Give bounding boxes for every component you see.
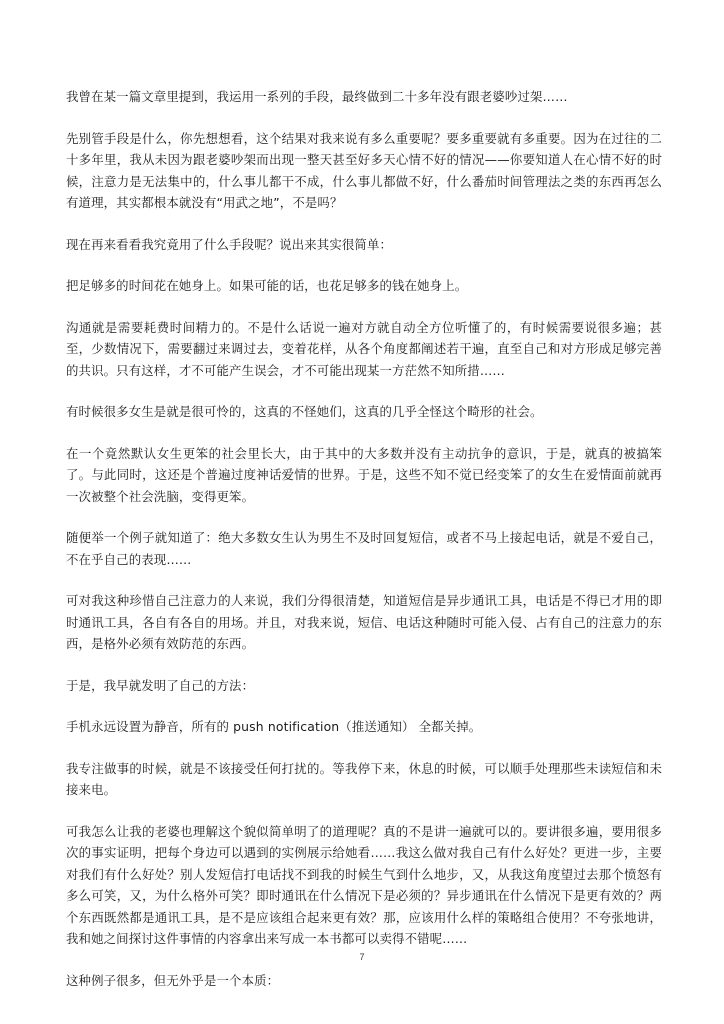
paragraph: 先别管手段是什么，你先想想看，这个结果对我来说有多么重要呢？要多重要就有多重要。因为在过往的二十多年里，我从未因为跟老婆吵架而出现一整天甚至好多天心情不好的情况——你要知道人在心情不好的时候，注意力是无法集中的，什么事儿都干不成，什么事儿都做不好，什么番茄时间管理法之类的东西再怎么有道理，其实都根本就没有“用武之地”，不是吗？ — [66, 130, 662, 210]
paragraph: 随便举一个例子就知道了：绝大多数女生认为男生不及时回复短信，或者不马上接起电话，就是不爱自己，不在乎自己的表现…… — [66, 530, 662, 567]
page-number: 7 — [359, 952, 365, 962]
body-text — [66, 86, 662, 1011]
paragraph: 可我怎么让我的老婆也理解这个貌似简单明了的道理呢？真的不是讲一遍就可以的。要讲很多遍，要用很多次的事实证明，把每个身边可以遇到的实例展示给她看……我这么做对我自己有什么好处？更进一步，主要对我们有什么好处？别人发短信打电话找不到我的时候生气到什么地步，又，从我这角度望过去那个愤怒有多么可笑，又，为什么格外可笑？即时通讯在什么情况下是必须的？异步通讯在什么情况下是更有效的？两个东西既然都是通讯工具，是不是应该组合起来更有效？那，应该用什么样的策略组合使用？不夸张地讲，我和她之间探讨这件事情的内容拿出来写成一本书都可以卖得不错呢…… — [66, 823, 662, 946]
paragraph: 于是，我早就发明了自己的方法： — [66, 677, 255, 693]
paragraph: 在一个竟然默认女生更笨的社会里长大，由于其中的大多数并没有主动抗争的意识，于是，就真的被搞笨了。与此同时，这还是个普遍过度神话爱情的世界。于是，这些不知不觉已经变笨了的女生在爱情面前就再一次被整个社会洗脑，变得更笨。 — [66, 445, 662, 504]
paragraph: 沟通就是需要耗费时间精力的。不是什么话说一遍对方就自动全方位听懂了的，有时候需要说很多遍；甚至，少数情况下，需要翻过来调过去，变着花样，从各个角度都阐述若干遍，直至自己和对方形成足够完善的共识。只有这样，才不可能产生误会，才不可能出现某一方茫然不知所措…… — [66, 319, 662, 378]
paragraph: 现在再来看看我究竟用了什么手段呢？说出来其实很简单： — [66, 236, 393, 252]
paragraph: 有时候很多女生是就是很可怜的，这真的不怪她们，这真的几乎全怪这个畸形的社会。 — [66, 404, 543, 419]
paragraph: 可对我这种珍惜自己注意力的人来说，我们分得很清楚，知道短信是异步通讯工具，电话是不得已才用的即时通讯工具，各自有各自的用场。并且，对我来说，短信、电话这种随时可能入侵、占有自己的注意力的东西，是格外必须有效防范的东西。 — [66, 593, 662, 651]
paragraph: 手机永远设置为静音，所有的 push notification（推送通知） 全都关掉。 — [66, 719, 482, 734]
paragraph: 这种例子很多，但无外乎是一个本质： — [66, 972, 280, 988]
paragraph: 把足够多的时间花在她身上。如果可能的话，也花足够多的钱在她身上。 — [66, 278, 468, 293]
paragraph: 我专注做事的时候，就是不该接受任何打扰的。等我停下来，休息的时候，可以顺手处理那些未读短信和未接来电。 — [66, 760, 662, 797]
paragraph: 我曾在某一篇文章里提到，我运用一系列的手段，最终做到二十多年没有跟老婆吵过架…… — [66, 89, 568, 104]
